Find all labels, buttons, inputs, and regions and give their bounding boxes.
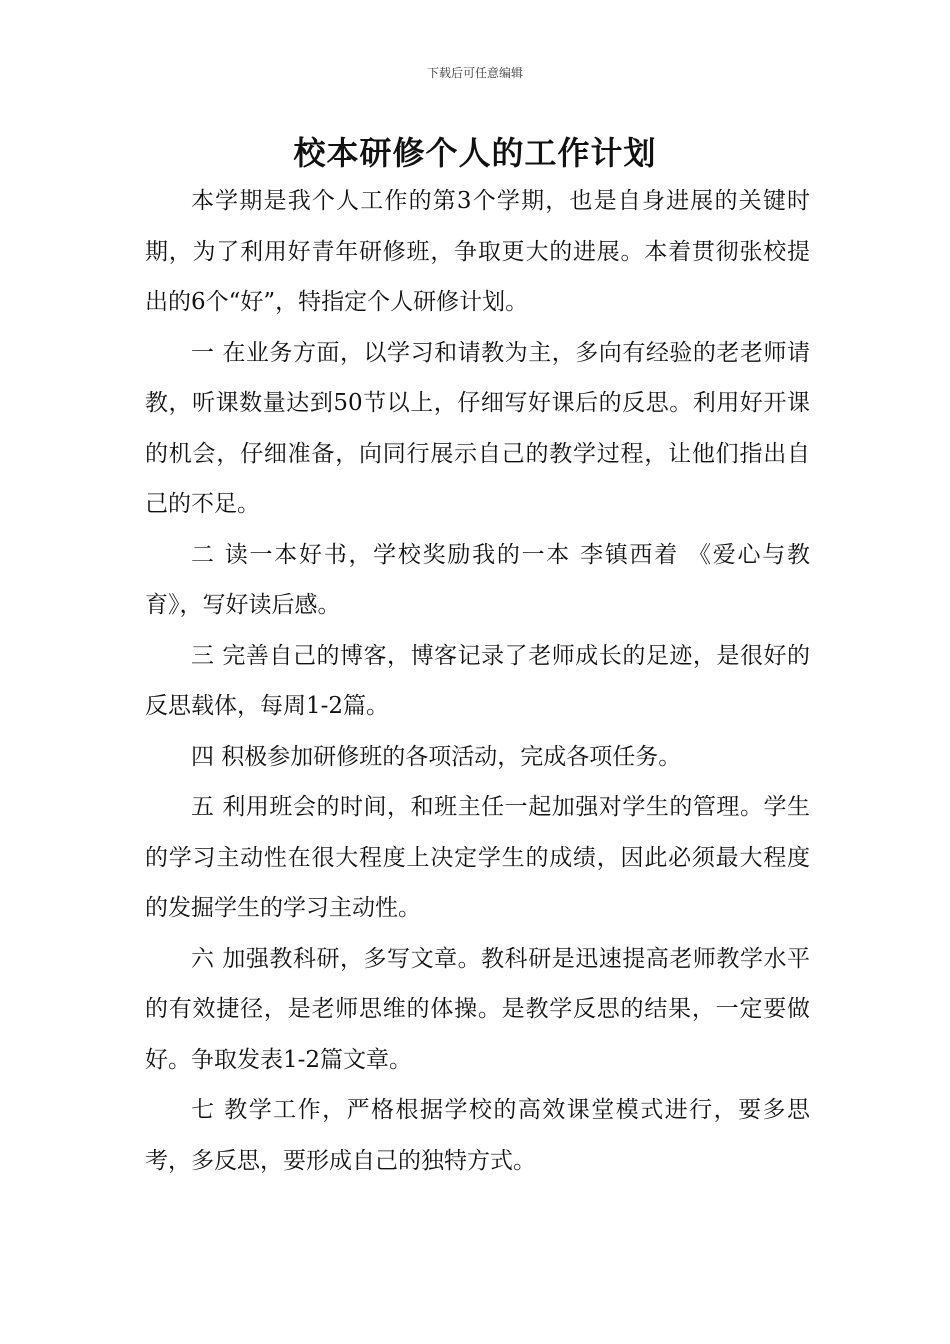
document-title: 校本研修个人的工作计划 (293, 134, 657, 172)
paragraph-item-1: 一 在业务方面，以学习和请教为主，多向有经验的老老师请教，听课数量达到50节以上，仔细写好课后的反思。利用好开课的机会，仔细准备，向同行展示自己的教学过程，让他们指出自己的不足。 (145, 339, 810, 517)
paragraph-item-5: 五 利用班会的时间，和班主任一起加强对学生的管理。学生的学习主动性在很大程度上决定学生的成绩，因此必须最大程度的发掘学生的学习主动性。 (145, 794, 810, 921)
paragraph-item-6: 六 加强教科研，多写文章。教科研是迅速提高老师教学水平的有效捷径，是老师思维的体操。是教学反思的结果，一定要做好。争取发表1-2篇文章。 (145, 945, 810, 1073)
header-note: 下载后可任意编辑 (426, 66, 523, 80)
paragraph-intro: 本学期是我个人工作的第3个学期，也是自身进展的关键时期，为了利用好青年研修班，争取更大的进展。本着贯彻张校提出的6个“好”，特指定个人研修计划。 (145, 188, 810, 315)
paragraph-item-7: 七 教学工作，严格根据学校的高效课堂模式进行，要多思考，多反思，要形成自己的独特方式。 (145, 1097, 810, 1174)
document-body (145, 176, 810, 1186)
paragraph-item-3: 三 完善自己的博客，博客记录了老师成长的足迹，是很好的反思载体，每周1-2篇。 (145, 642, 810, 719)
paragraph-item-2: 二 读一本好书，学校奖励我的一本 李镇西着 《爱心与教育》，写好读后感。 (145, 541, 810, 618)
paragraph-item-4: 四 积极参加研修班的各项活动，完成各项任务。 (191, 743, 682, 770)
